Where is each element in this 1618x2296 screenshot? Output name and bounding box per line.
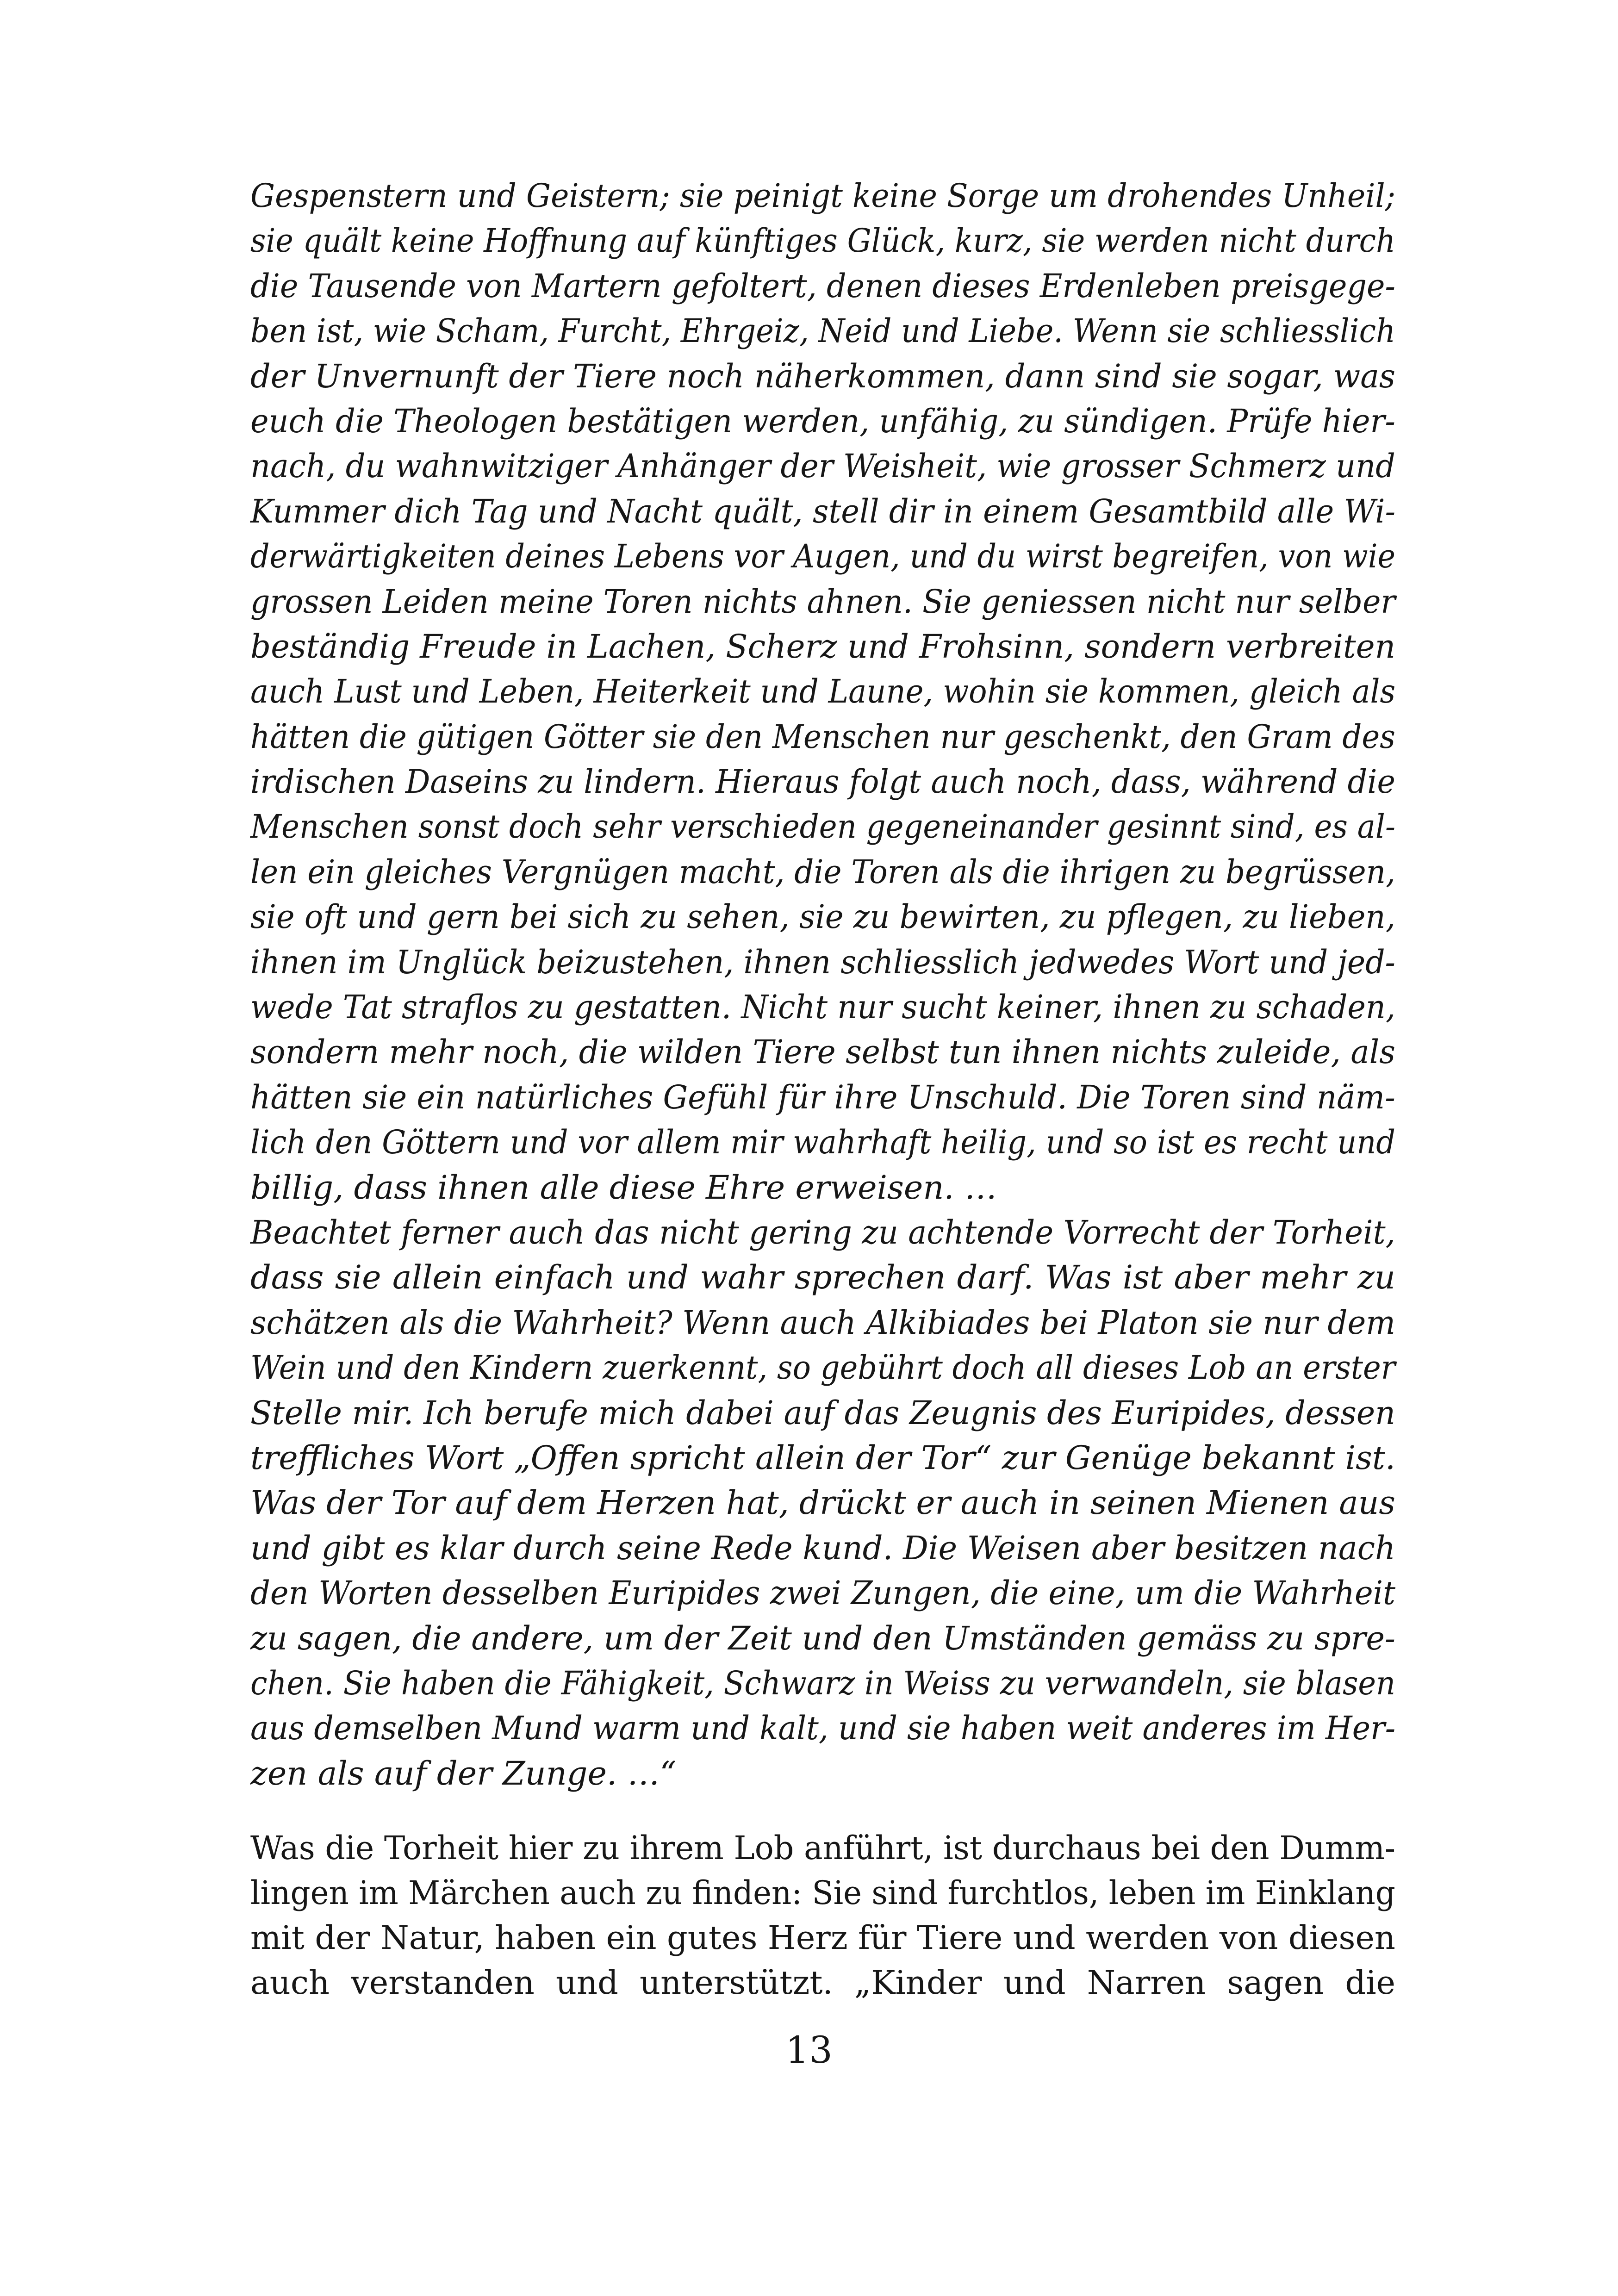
quote-line: aus demselben Mund warm und kalt, und sie haben weit anderes im Her- xyxy=(250,1709,1396,1748)
quote-line: sie oft und gern bei sich zu sehen, sie zu bewirten, zu pflegen, zu lieben, xyxy=(250,898,1395,936)
body-paragraph xyxy=(250,1826,1395,2005)
body-line: Was die Torheit hier zu ihrem Lob anführt, ist durchaus bei den Dumm- xyxy=(250,1829,1396,1867)
quote-line: hätten die gütigen Götter sie den Menschen nur geschenkt, den Gram des xyxy=(250,717,1395,756)
quote-line: Stelle mir. Ich berufe mich dabei auf das Zeugnis des Euripides, dessen xyxy=(250,1394,1395,1432)
quote-line: nach, du wahnwitziger Anhänger der Weisheit, wie grosser Schmerz und xyxy=(250,447,1395,485)
quote-line: Wein und den Kindern zuerkennt, so gebührt doch all dieses Lob an erster xyxy=(250,1349,1396,1387)
quote-line: Menschen sonst doch sehr verschieden gegeneinander gesinnt sind, es al- xyxy=(250,808,1396,846)
quote-line: grossen Leiden meine Toren nichts ahnen. Sie geniessen nicht nur selber xyxy=(250,582,1396,621)
quote-line: schätzen als die Wahrheit? Wenn auch Alkibiades bei Platon sie nur dem xyxy=(250,1303,1396,1342)
quote-line: derwärtigkeiten deines Lebens vor Augen, und du wirst begreifen, von wie xyxy=(250,537,1396,576)
quote-line: ben ist, wie Scham, Furcht, Ehrgeiz, Neid und Liebe. Wenn sie schliesslich xyxy=(250,312,1396,350)
quote-line: lich den Göttern und vor allem mir wahrhaft heilig, und so ist es recht und xyxy=(250,1123,1396,1162)
quote-line: Gespenstern und Geistern; sie peinigt keine Sorge um drohendes Unheil; xyxy=(250,177,1396,215)
quote-line: Beachtet ferner auch das nicht gering zu achtende Vorrecht der Torheit, xyxy=(250,1213,1395,1251)
quote-line: zu sagen, die andere, um der Zeit und den Umständen gemäss zu spre- xyxy=(250,1619,1396,1657)
quote-line: zen als auf der Zunge. …“ xyxy=(250,1754,677,1792)
quote-line: und gibt es klar durch seine Rede kund. Die Weisen aber besitzen nach xyxy=(250,1529,1396,1567)
quote-line: hätten sie ein natürliches Gefühl für ihre Unschuld. Die Toren sind näm- xyxy=(250,1078,1395,1116)
quote-line: euch die Theologen bestätigen werden, unfähig, zu sündigen. Prüfe hier- xyxy=(250,402,1395,440)
quote-line: Kummer dich Tag und Nacht quält, stell dir in einem Gesamtbild alle Wi- xyxy=(250,492,1396,530)
quote-line: sie quält keine Hoffnung auf künftiges Glück, kurz, sie werden nicht durch xyxy=(250,222,1396,260)
quote-line: den Worten desselben Euripides zwei Zungen, die eine, um die Wahrheit xyxy=(250,1574,1396,1612)
quote-line: wede Tat straflos zu gestatten. Nicht nur sucht keiner, ihnen zu schaden, xyxy=(250,988,1396,1027)
quote-line: len ein gleiches Vergnügen macht, die Toren als die ihrigen zu begrüssen, xyxy=(250,852,1395,891)
quote-line: dass sie allein einfach und wahr sprechen darf. Was ist aber mehr zu xyxy=(250,1258,1396,1297)
quote-line: beständig Freude in Lachen, Scherz und Frohsinn, sondern verbreiten xyxy=(250,627,1396,666)
page-number: 13 xyxy=(785,2028,833,2072)
body-line: auch verstanden und unterstützt. „Kinder und Narren sagen die xyxy=(250,1964,1396,2002)
quote-line: auch Lust und Leben, Heiterkeit und Laune, wohin sie kommen, gleich als xyxy=(250,672,1396,711)
quote-line: irdischen Daseins zu lindern. Hieraus folgt auch noch, dass, während die xyxy=(250,763,1395,801)
quote-line: der Unvernunft der Tiere noch näherkommen, dann sind sie sogar, was xyxy=(250,357,1396,395)
quote-line: die Tausende von Martern gefoltert, denen dieses Erdenleben preisgege- xyxy=(250,267,1395,305)
quote-line: ihnen im Unglück beizustehen, ihnen schliesslich jedwedes Wort und jed- xyxy=(250,943,1395,981)
quote-line: treffliches Wort „Offen spricht allein der Tor“ zur Genüge bekannt ist. xyxy=(250,1438,1396,1477)
body-line: mit der Natur, haben ein gutes Herz für Tiere und werden von diesen xyxy=(250,1919,1395,1957)
quote-line: billig, dass ihnen alle diese Ehre erweisen. … xyxy=(250,1168,997,1207)
body-line: lingen im Märchen auch zu finden: Sie sind furchtlos, leben im Einklang xyxy=(250,1874,1395,1912)
quote-line: chen. Sie haben die Fähigkeit, Schwarz in Weiss zu verwandeln, sie blasen xyxy=(250,1664,1396,1702)
quoted-passage xyxy=(250,174,1395,1796)
quote-line: sondern mehr noch, die wilden Tiere selbst tun ihnen nichts zuleide, als xyxy=(250,1033,1395,1071)
quote-line: Was der Tor auf dem Herzen hat, drückt er auch in seinen Mienen aus xyxy=(250,1484,1395,1522)
